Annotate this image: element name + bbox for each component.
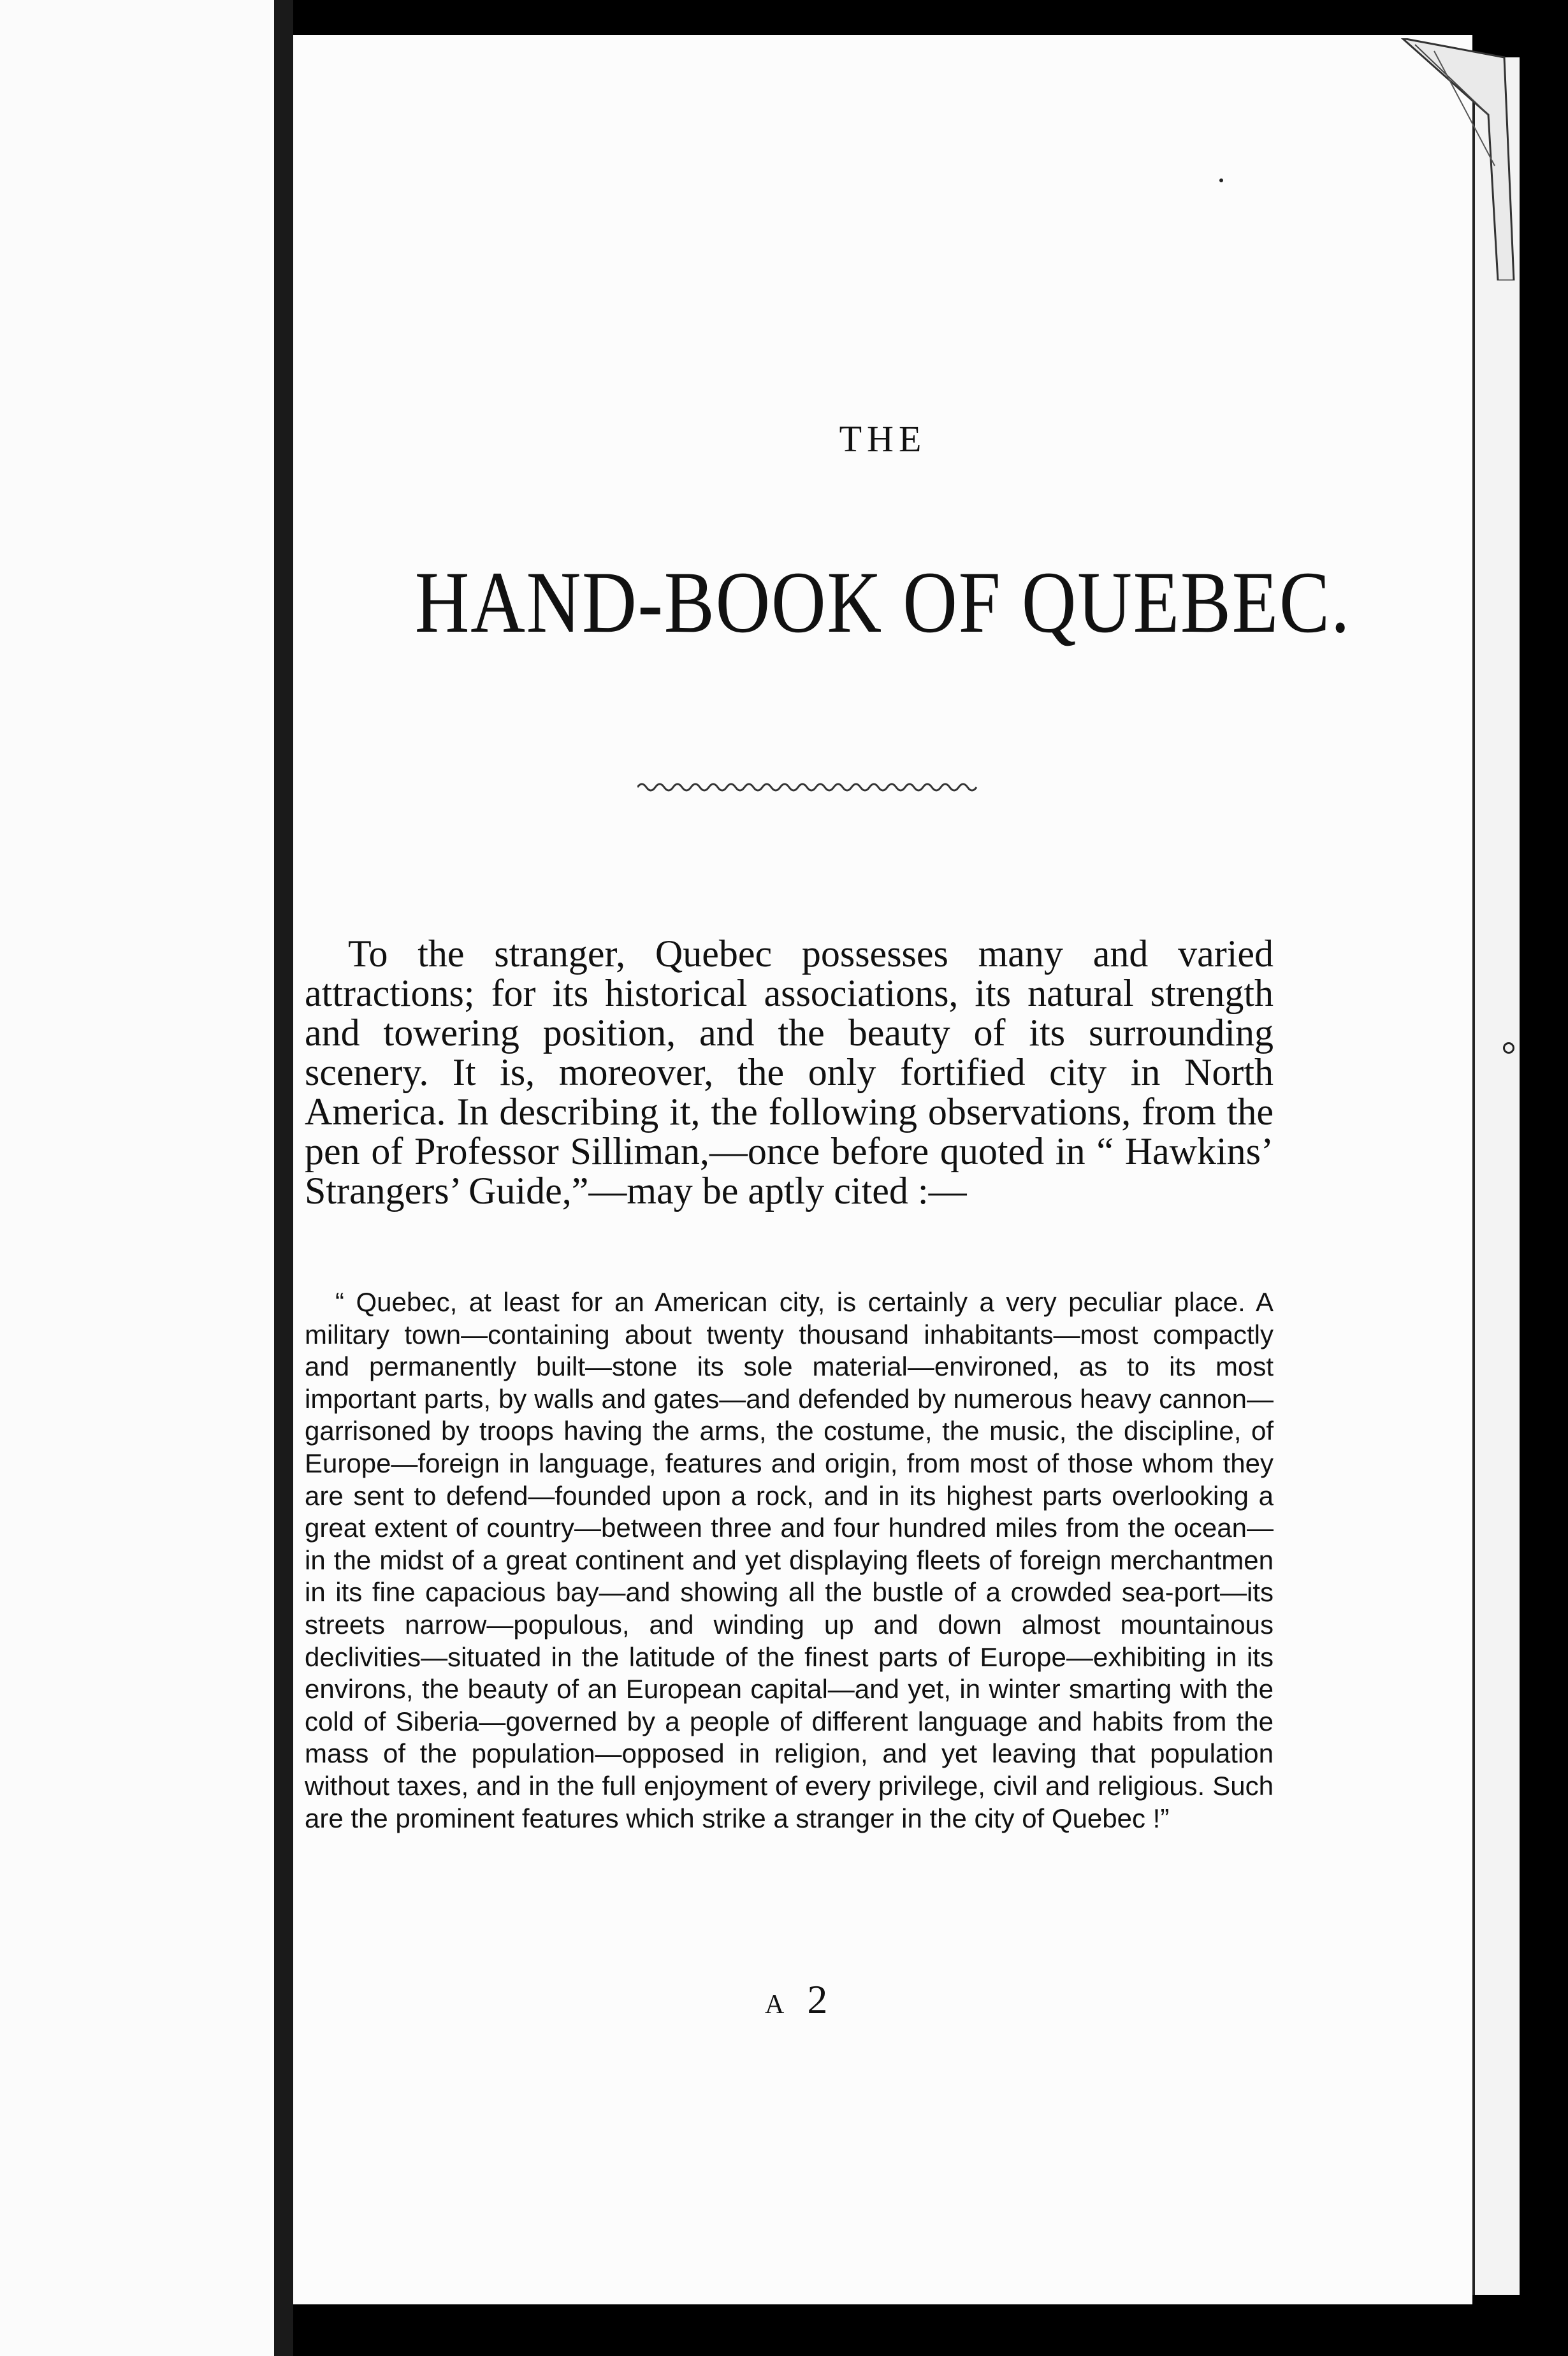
quotation-text: “ Quebec, at least for an American city, is certainly a very peculiar place. A military town—containing about twenty thousand inhabitants—most compactly and permanently built—stone its sole material—environed, as to its most important parts, by walls and gates—and defended by numerous heavy cannon—garrisoned by troops having the arms, the costume, the music, the discipline, of Europe—foreign in language, features and origin, from most of those whom they are sent to defend—founded upon a rock, and in its highest parts overlooking a great extent of country—between three and four hundred miles from the ocean—in the midst of a great continent and yet displaying fleets of foreign merchantmen in its fine capacious bay—and showing all the bustle of a crowded sea-port—its streets narrow—populous, and winding up and down almost mountainous declivities—situated in the latitude of the finest parts of Europe—exhibiting in its environs, the beauty of an European capital—and yet, in winter smarting with the cold of Siberia—governed by a people of different language and habits from the mass of the population—opposed in religion, and yet leaving that population without taxes, and in the full enjoyment of every privilege, civil and religious. Such are the prominent features which strike a stranger in the city of Quebec !”: [305, 1287, 1274, 1833]
signature-mark: [765, 1976, 834, 2023]
facing-page: [0, 0, 274, 2356]
title-prefix: THE: [839, 418, 927, 460]
page-title: HAND-BOOK OF QUEBEC.: [414, 553, 1351, 651]
signature-letter: A: [765, 1990, 791, 2019]
signature-number: 2: [807, 1977, 834, 2022]
intro-paragraph: [305, 934, 1274, 1211]
intro-text: To the stranger, Quebec possesses many and varied attractions; for its historical associations, its natural strength and towering position, and the beauty of its surrounding scenery. It is, moreover, the only fortified city in North America. In describing it, the following observations, from the pen of Professor Silliman,—once before quoted in “ Hawkins’ Strangers’ Guide,”—may be aptly cited :—: [305, 933, 1274, 1212]
wavy-rule-ornament: [637, 778, 982, 797]
ink-speck: [1503, 1042, 1514, 1054]
folded-corner: [1377, 38, 1517, 280]
ink-speck: [1219, 178, 1223, 182]
page-edge: [1472, 57, 1520, 2295]
book-gutter: [274, 0, 293, 2356]
quotation-block: [305, 1286, 1274, 1835]
